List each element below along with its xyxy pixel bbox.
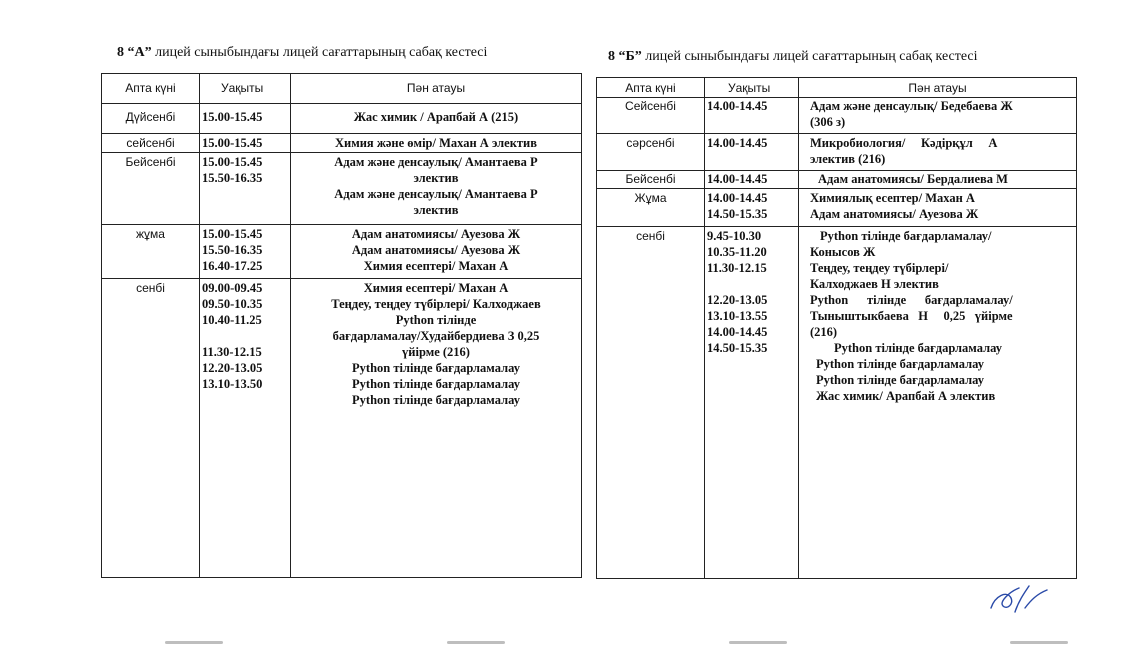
- row-day: сейсенбі: [126, 136, 175, 150]
- row-day: Дүйсенбі: [125, 110, 176, 124]
- scan-mark: [447, 641, 505, 644]
- row-subject: Жас химик / Арапбай А (215): [353, 110, 519, 124]
- signature-icon: [985, 578, 1055, 618]
- row-day: Жұма: [634, 191, 667, 205]
- row-day: Бейсенбі: [125, 155, 176, 169]
- header-subject: Пән атауы: [406, 81, 466, 95]
- row-subject: Химия және өмір/ Махан А электив: [334, 136, 537, 150]
- row-time: 14.00-14.45: [707, 172, 768, 186]
- table-a-title: 8 “А” лицей сыныбындағы лицей сағаттарының сабақ кестесі: [117, 45, 488, 60]
- row-time: 15.00-15.45: [202, 110, 263, 124]
- row-day: жұма: [136, 227, 165, 241]
- scan-mark: [729, 641, 787, 644]
- header-time: Уақыты: [728, 81, 771, 95]
- row-day: Сейсенбі: [625, 99, 676, 113]
- row-subjects: Адам және денсаулық/ Амантаева Р электив Адам және денсаулық/ Амантаева Р электив: [334, 155, 538, 217]
- header-day: Апта күні: [625, 81, 676, 95]
- row-day: сенбі: [636, 229, 665, 243]
- schedule-table-a: [101, 73, 582, 578]
- row-day: сенбі: [136, 281, 165, 295]
- row-time: 14.00-14.45: [707, 99, 768, 113]
- row-subjects: Микробиология/ Кәдірқұл А электив (216): [810, 136, 998, 166]
- table-b-title: 8 “Б” лицей сыныбындағы лицей сағаттарының сабақ кестесі: [608, 49, 978, 64]
- row-subjects: Адам анатомиясы/ Ауезова Ж Адам анатомиясы/ Ауезова Ж Химия есептері/ Махан А: [351, 227, 521, 273]
- row-subject: Адам анатомиясы/ Бердалиева М: [818, 172, 1008, 186]
- row-times: 14.00-14.45 14.50-15.35: [707, 191, 768, 221]
- row-times: 9.45-10.30 10.35-11.20 11.30-12.15 12.20-13.05 13.10-13.55 14.00-14.45 14.50-15.35: [707, 229, 768, 355]
- header-subject: Пән атауы: [908, 81, 967, 95]
- scan-mark: [1010, 641, 1068, 644]
- schedule-table-b: [596, 77, 1077, 579]
- row-time: 14.00-14.45: [707, 136, 768, 150]
- scan-mark: [165, 641, 223, 644]
- row-time: 15.00-15.45: [202, 136, 263, 150]
- row-times: 09.00-09.45 09.50-10.35 10.40-11.25 11.30-12.15 12.20-13.05 13.10-13.50: [202, 281, 263, 391]
- header-time: Уақыты: [221, 81, 264, 95]
- row-times: 15.00-15.45 15.50-16.35: [202, 155, 263, 185]
- row-subjects: Химиялық есептер/ Махан А Адам анатомиясы/ Ауезова Ж: [810, 191, 979, 221]
- row-subjects: Химия есептері/ Махан А Теңдеу, теңдеу түбірлері/ Калходжаев Python тілінде бағдарламалау/Худайбердиева З 0,25 үйірме (216) Python тілінде бағдарламалау Python тілінде бағдарламалау Python тілінде бағдарламалау: [331, 281, 541, 407]
- row-day: Бейсенбі: [625, 172, 676, 186]
- row-subjects: Адам және денсаулық/ Бедебаева Ж (306 з): [810, 99, 1013, 129]
- row-day: сәрсенбі: [626, 136, 675, 150]
- row-subjects: Python тілінде бағдарламалау/ Конысов Ж Теңдеу, теңдеу түбірлері/ Калходжаев Н электив Python тілінде бағдарламалау/ Тыныштыкбаева Н 0,25 үйірме (216) Python тілінде бағдарламалау Python тілінде бағдарламалау Python тілінде бағдарламалау Жас химик/ Арапбай А электив: [810, 229, 1013, 403]
- header-day: Апта күні: [125, 81, 176, 95]
- row-times: 15.00-15.45 15.50-16.35 16.40-17.25: [202, 227, 263, 273]
